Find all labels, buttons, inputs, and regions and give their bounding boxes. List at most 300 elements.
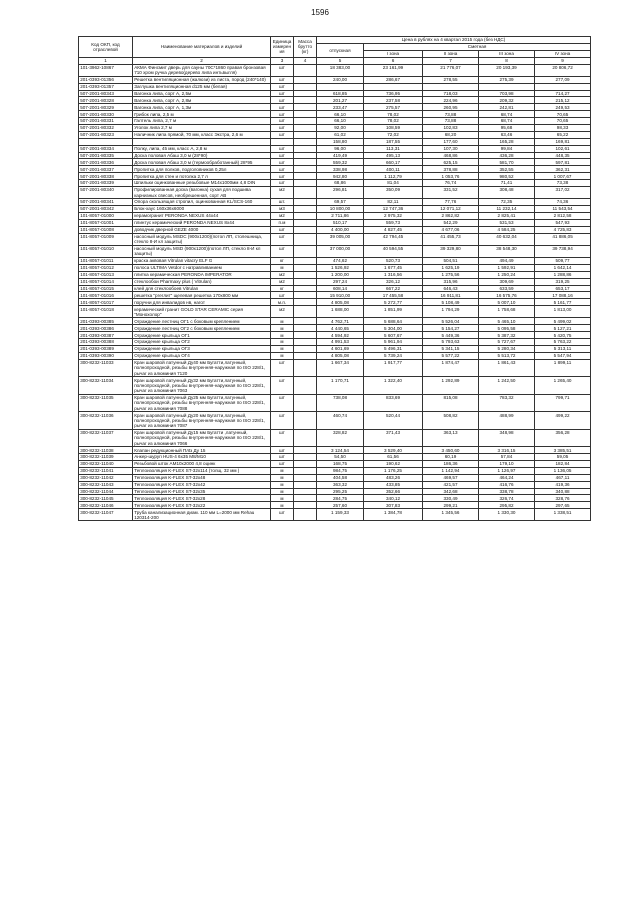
price-cell: 436,28 (479, 152, 535, 159)
table-row (79, 299, 591, 306)
unit-cell: шт (271, 97, 294, 104)
price-cell: 4 805,08 (317, 299, 364, 306)
name-cell: Ограждение крыльца ОГ1 (133, 332, 271, 339)
code-cell: 507-2001-80332 (79, 124, 133, 131)
price-cell: 542,29 (423, 219, 479, 226)
price-cell: 419,36 (535, 481, 591, 488)
col-index: 2 (133, 57, 271, 64)
name-cell: доводчик дверной GEZE 4000 (133, 226, 271, 233)
name-cell: Галтель липа, 2,7 м (133, 118, 271, 125)
name-cell: Заглушка вентиляционная d125 мм (белая) (133, 83, 271, 90)
table-row (79, 152, 591, 159)
price-cell: 483,26 (364, 474, 423, 481)
price-cell: 4 601,69 (317, 346, 364, 353)
table-row (79, 271, 591, 278)
price-cell: 40 632,04 (479, 233, 535, 245)
price-cell: 66,10 (317, 111, 364, 118)
price-cell: 1 526,92 (317, 264, 364, 271)
table-row (79, 278, 591, 285)
name-cell: Кран шаровой латунный Ду40 мм Бугатти,латунный, полнопроходной, резьбы внутренняя-наружная по ISO 228/1, рычаг из алюминия 7120 (133, 359, 271, 376)
price-cell: 187,55 (364, 138, 423, 145)
price-cell: 3 385,51 (535, 447, 591, 454)
price-cell: 20 806,72 (535, 64, 591, 76)
mass-cell (294, 346, 317, 353)
table-row (79, 166, 591, 173)
mass-cell (294, 306, 317, 318)
mass-cell (294, 173, 317, 180)
table-row (79, 145, 591, 152)
table-row (79, 173, 591, 180)
unit-cell: шт (271, 359, 294, 376)
unit-cell: м (271, 332, 294, 339)
unit-cell: шт (271, 173, 294, 180)
code-cell: 101-8057-01015 (79, 285, 133, 292)
name-cell (133, 138, 271, 145)
price-cell: 980,52 (479, 173, 535, 180)
mass-cell (294, 481, 317, 488)
price-cell: 1 642,14 (535, 264, 591, 271)
price-cell: 1 265,40 (535, 377, 591, 394)
price-cell: 5 387,32 (479, 332, 535, 339)
name-cell: Ограждение лестниц ОГ1 с боковым креплением (133, 318, 271, 325)
price-cell: 190,62 (364, 460, 423, 467)
unit-cell: шт (271, 145, 294, 152)
price-cell (479, 83, 535, 90)
price-cell: 467,11 (535, 474, 591, 481)
name-cell: Наличник липа прямой, 70 мм, класс Экстра, 2,6 м (133, 131, 271, 138)
price-cell: 74,36 (535, 199, 591, 206)
code-cell: 300-8232-11041 (79, 467, 133, 474)
price-cell: 76,74 (423, 180, 479, 187)
price-cell: 1 813,00 (535, 306, 591, 318)
price-cell: 618,85 (317, 90, 364, 97)
price-cell: 510,17 (317, 219, 364, 226)
name-cell: Анкер-шуруп HUS-4 6х35 M8/M10 (133, 454, 271, 461)
mass-cell (294, 332, 317, 339)
mass-cell (294, 83, 317, 90)
header-zone-1: I зона (364, 50, 423, 57)
price-cell: 338,78 (479, 488, 535, 495)
unit-cell: кг (271, 285, 294, 292)
mass-cell (294, 299, 317, 306)
name-cell: Резьбовой шток AM10х2000 4,8 оцинк (133, 460, 271, 467)
code-cell: 101-8057-01008 (79, 226, 133, 233)
price-cell: 5 420,75 (535, 332, 591, 339)
price-cell: 4 805,08 (317, 352, 364, 359)
table-row (79, 346, 591, 353)
price-cell: 5 547,94 (535, 352, 591, 359)
mass-cell (294, 124, 317, 131)
code-cell: 101-8057-01011 (79, 258, 133, 265)
price-cell: 215,12 (535, 97, 591, 104)
unit-cell: шт (271, 64, 294, 76)
price-cell: 348,98 (479, 429, 535, 446)
header-mass: Масса брутто (кг) (294, 37, 317, 58)
code-cell: 507-2001-80331 (79, 118, 133, 125)
name-cell: Вагонка липа, сорт А, 2,8м (133, 97, 271, 104)
price-cell: 3 529,40 (364, 447, 423, 454)
mass-cell (294, 429, 317, 446)
mass-cell (294, 474, 317, 481)
name-cell: Клапан редукционный Плtз Ду 15 (133, 447, 271, 454)
mass-cell (294, 118, 317, 125)
mass-cell (294, 152, 317, 159)
price-cell: 186,36 (423, 460, 479, 467)
code-cell: 300-8232-11037 (79, 429, 133, 446)
mass-cell (294, 454, 317, 461)
price-cell: 5 496,31 (364, 346, 423, 353)
price-cell: 15 910,00 (317, 292, 364, 299)
code-cell: 201-0393-00390 (79, 352, 133, 359)
price-cell: 295,25 (317, 488, 364, 495)
price-cell: 815,08 (423, 394, 479, 411)
unit-cell (271, 138, 294, 145)
price-cell: 495,13 (364, 152, 423, 159)
unit-cell: м (271, 318, 294, 325)
price-cell: 338,98 (317, 166, 364, 173)
unit-cell: шт (271, 226, 294, 233)
mass-cell (294, 104, 317, 111)
price-cell: 68,86 (317, 180, 364, 187)
table-row (79, 481, 591, 488)
code-cell: 101-8057-01016 (79, 292, 133, 299)
col-index: 8 (479, 57, 535, 64)
price-cell: 520,44 (364, 412, 423, 429)
price-cell: 286,67 (364, 76, 423, 83)
price-cell: 419,49 (317, 152, 364, 159)
name-cell: Кран шаровой латунный Ду25 мм Бугатти,латунный, полнопроходной, резьбы внутренняя-наружная по ISO 228/1, рычаг из алюминия 7088 (133, 394, 271, 411)
price-cell: 66,10 (317, 118, 364, 125)
price-cell: 340,12 (364, 495, 423, 502)
price-cell: 350,09 (364, 187, 423, 199)
price-cell: 68,74 (479, 118, 535, 125)
price-cell: 1 677,45 (364, 264, 423, 271)
unit-cell: шт (271, 131, 294, 138)
price-cell (535, 83, 591, 90)
price-cell: 1 170,71 (317, 377, 364, 394)
table-row (79, 226, 591, 233)
price-cell: 319,25 (535, 278, 591, 285)
unit-cell: м (271, 339, 294, 346)
price-cell: 95,68 (479, 124, 535, 131)
price-cell: 1 136,05 (535, 467, 591, 474)
price-cell: 1 330,30 (479, 509, 535, 521)
unit-cell: шт (271, 118, 294, 125)
price-cell: 1 159,33 (317, 509, 364, 521)
code-cell: 300-8232-11044 (79, 488, 133, 495)
price-cell: 1 053,76 (423, 173, 479, 180)
price-cell: 509,77 (535, 258, 591, 265)
code-cell: 201-0393-01357 (79, 83, 133, 90)
mass-cell (294, 199, 317, 206)
mass-cell (294, 64, 317, 76)
unit-cell: шт (271, 454, 294, 461)
price-cell: 61,02 (317, 131, 364, 138)
price-cell: 494,49 (479, 258, 535, 265)
name-cell: Грибок липа, 2,5 м (133, 111, 271, 118)
price-cell: 559,32 (317, 159, 364, 166)
mass-cell (294, 325, 317, 332)
price-cell: 77,76 (423, 199, 479, 206)
price-cell: 299,21 (423, 502, 479, 509)
col-index: 4 (294, 57, 317, 64)
price-cell: 331,52 (423, 187, 479, 199)
name-cell: решетка "ргеглит" щелевая решетка 170х800 мм (133, 292, 271, 299)
mass-cell (294, 502, 317, 509)
price-cell: 4 725,83 (535, 226, 591, 233)
name-cell: плитка керамическая PERONDA IMPERATOR (133, 271, 271, 278)
price-cell: 3 316,15 (479, 447, 535, 454)
unit-cell: м2 (271, 278, 294, 285)
header-otpusknaya: отпускная (317, 43, 364, 57)
price-cell: 5 526,04 (423, 318, 479, 325)
code-cell: 507-2001-80339 (79, 180, 133, 187)
price-cell: 5 763,22 (535, 339, 591, 346)
code-cell: 101-8057-01018 (79, 306, 133, 318)
price-cell: 1 288,86 (535, 271, 591, 278)
price-cell: 275,39 (479, 76, 535, 83)
price-cell: 277,09 (535, 76, 591, 83)
code-cell: 201-0393-01356 (79, 76, 133, 83)
mass-cell (294, 258, 317, 265)
price-cell: 39 329,80 (423, 245, 479, 257)
table-row (79, 495, 591, 502)
price-cell: 340,88 (535, 488, 591, 495)
table-row (79, 258, 591, 265)
table-row (79, 412, 591, 429)
price-cell: 714,27 (535, 90, 591, 97)
price-cell: 5 304,00 (364, 325, 423, 332)
code-cell: 300-8232-11034 (79, 377, 133, 394)
price-cell: 1 322,40 (364, 377, 423, 394)
price-cell: 63,46 (479, 131, 535, 138)
price-cell: 1 176,25 (364, 467, 423, 474)
price-cell: 342,68 (423, 488, 479, 495)
name-cell: Шпильки оцинкованные резьбовые М14х1000мм 4,8 DIN (133, 180, 271, 187)
unit-cell: м (271, 346, 294, 353)
table-row (79, 131, 591, 138)
name-cell: Кран шаровой латунный Ду15 мм Бугатти ,латунный, полнопроходной, резьбы внутренняя-наружная по ISO 228/1, рычаг из алюминия 7066 (133, 429, 271, 446)
price-cell: 581,70 (479, 159, 535, 166)
table-row (79, 339, 591, 346)
price-cell: 275,57 (364, 104, 423, 111)
name-cell: Вагонка липа, сорт А, 1,3м (133, 104, 271, 111)
table-row (79, 285, 591, 292)
price-cell: 4 827,45 (364, 226, 423, 233)
price-cell: 41 886,05 (535, 233, 591, 245)
name-cell: Теплоизоляция K-FLEX ST-32х22 (133, 502, 271, 509)
price-cell: 5 313,11 (535, 346, 591, 353)
price-cell: 5 161,77 (535, 299, 591, 306)
unit-cell: шт (271, 111, 294, 118)
name-cell: Полку, липа, 45 мм, класс А, 2,8 м (133, 145, 271, 152)
name-cell: Теплоизоляция K-FLEX ST-32х35 (133, 488, 271, 495)
price-cell: 20 193,39 (479, 64, 535, 76)
table-row (79, 429, 591, 446)
name-cell: насосный модуль MSDC (900х1200)(потол ЛП, столешница, стекло 8-И кл защиты) (133, 233, 271, 245)
unit-cell: м (271, 352, 294, 359)
price-cell: 1 794,29 (423, 306, 479, 318)
code-cell: 201-0393-00389 (79, 346, 133, 353)
price-cell: 448,35 (535, 152, 591, 159)
unit-cell: м (271, 502, 294, 509)
code-cell: 101-8057-01014 (79, 278, 133, 285)
unit-cell: п.м (271, 219, 294, 226)
price-cell: 5 154,27 (423, 325, 479, 332)
name-cell: Теплоизоляция K-FLEX ST-32х28 (133, 495, 271, 502)
code-cell: 300-8232-11042 (79, 474, 133, 481)
code-cell: 101-8057-01013 (79, 271, 133, 278)
price-cell: 5 793,63 (423, 339, 479, 346)
name-cell: поручни для инвалидов нв, нагот (133, 299, 271, 306)
table-row (79, 76, 591, 83)
table-row (79, 318, 591, 325)
price-cell: 209,32 (479, 97, 535, 104)
price-cell: 2 975,32 (364, 212, 423, 219)
mass-cell (294, 292, 317, 299)
price-cell: 736,95 (364, 90, 423, 97)
mass-cell (294, 145, 317, 152)
price-cell: 182,84 (535, 460, 591, 467)
code-cell: 101-8057-01000 (79, 212, 133, 219)
price-cell: 70,65 (535, 111, 591, 118)
price-cell: 5 513,72 (479, 352, 535, 359)
price-cell: 5 272,77 (364, 299, 423, 306)
price-cell: 201,27 (317, 97, 364, 104)
price-cell: 73,88 (423, 118, 479, 125)
price-cell (364, 83, 423, 90)
price-cell: 11 543,54 (535, 206, 591, 213)
price-cell: 297,65 (535, 502, 591, 509)
code-cell: 300-8232-11039 (79, 454, 133, 461)
table-row (79, 206, 591, 213)
code-cell: 101-8057-01001 (79, 219, 133, 226)
mass-cell (294, 488, 317, 495)
mass-cell (294, 285, 317, 292)
price-cell: 499,22 (535, 412, 591, 429)
price-cell: 39 005,00 (317, 233, 364, 245)
price-cell: 96,00 (317, 145, 364, 152)
unit-cell: м (271, 495, 294, 502)
price-cell: 488,99 (479, 412, 535, 429)
unit-cell: шт (271, 429, 294, 446)
price-cell: 233,47 (317, 104, 364, 111)
price-cell: 942,80 (317, 173, 364, 180)
price-cell: 4 584,25 (479, 226, 535, 233)
name-cell: Профилированная доска (вагонка) сухая для подшива карнизных свесов, необрешенная, сорт АВ (133, 187, 271, 199)
name-cell: АКМА Финсмит дверь для сауны 70С*1860 правая бронзовая 710 хром ручка дерево(дерево липа интьвыгля) (133, 64, 271, 76)
col-index: 7 (423, 57, 479, 64)
table-row (79, 467, 591, 474)
header-zone-3: III зона (479, 50, 535, 57)
mass-cell (294, 97, 317, 104)
price-cell: 278,55 (423, 76, 479, 83)
unit-cell: шт (271, 159, 294, 166)
code-cell: 201-0393-00387 (79, 332, 133, 339)
header-zone-2: II зона (423, 50, 479, 57)
price-cell: 73,38 (535, 180, 591, 187)
price-cell: 1 007,67 (535, 173, 591, 180)
table-row (79, 180, 591, 187)
price-cell: 65,22 (535, 131, 591, 138)
price-cell: 260,95 (423, 104, 479, 111)
price-cell: 18 383,00 (317, 64, 364, 76)
price-cell: 60,19 (423, 454, 479, 461)
price-cell: 98,33 (535, 124, 591, 131)
name-cell: Вагонка липа, сорт А, 2,5м (133, 90, 271, 97)
price-cell: 12 071,12 (423, 206, 479, 213)
price-cell: 4 440,65 (317, 325, 364, 332)
price-cell: 315,96 (423, 278, 479, 285)
name-cell: керамогранит PERONDA NEXUS 44х44 (133, 212, 271, 219)
price-cell: 633,59 (479, 285, 535, 292)
table-row (79, 352, 591, 359)
table-row (79, 325, 591, 332)
price-cell: 1 112,79 (364, 173, 423, 180)
price-cell: 400,11 (364, 166, 423, 173)
code-cell: 507-2001-80329 (79, 104, 133, 111)
price-cell: 5 108,49 (423, 299, 479, 306)
price-cell: 362,31 (535, 166, 591, 173)
price-cell: 1 126,97 (479, 467, 535, 474)
table-row (79, 454, 591, 461)
price-cell: 78,02 (364, 111, 423, 118)
price-cell: 328,76 (535, 495, 591, 502)
price-cell: 464,24 (479, 474, 535, 481)
name-cell: Теплоизоляция K-FLEX ST-32х42 (133, 481, 271, 488)
table-row (79, 199, 591, 206)
unit-cell: шт (271, 233, 294, 245)
price-cell: 1 688,00 (317, 306, 364, 318)
price-cell: 1 345,56 (423, 509, 479, 521)
price-cell: 352,66 (364, 488, 423, 495)
mass-cell (294, 352, 317, 359)
price-cell: 1 861,43 (479, 359, 535, 376)
price-cell: 1 917,77 (364, 359, 423, 376)
price-cell: 257,60 (317, 502, 364, 509)
table-row (79, 264, 591, 271)
price-cell: 3 124,54 (317, 447, 364, 454)
mass-cell (294, 339, 317, 346)
name-cell: краска аквовая Vitrulan vitacry ELF G (133, 258, 271, 265)
price-cell: 296,81 (317, 187, 364, 199)
col-index: 1 (79, 57, 133, 64)
price-cell: 703,98 (479, 90, 535, 97)
code-cell: 507-2001-80341 (79, 199, 133, 206)
price-table (78, 36, 591, 521)
code-cell: 201-0393-00385 (79, 318, 133, 325)
table-row (79, 359, 591, 376)
price-cell: 107,30 (423, 145, 479, 152)
price-cell: 608,14 (317, 285, 364, 292)
price-cell: 297,24 (317, 278, 364, 285)
unit-cell: шт (271, 104, 294, 111)
price-cell: 363,13 (423, 429, 479, 446)
price-cell: 4 677,06 (423, 226, 479, 233)
price-cell: 113,31 (364, 145, 423, 152)
code-cell: 507-2001-80334 (79, 145, 133, 152)
price-cell: 371,43 (364, 429, 423, 446)
price-cell: 78,02 (364, 118, 423, 125)
code-cell: 300-8232-11038 (79, 447, 133, 454)
price-cell: 242,81 (479, 104, 535, 111)
header-name: Наименование материалов и изделий (133, 37, 271, 58)
code-cell: 101-8057-01012 (79, 264, 133, 271)
code-cell: 507-2001-80323 (79, 131, 133, 138)
name-cell: Пропитка для полков, подголовников 0,25л (133, 166, 271, 173)
unit-cell: шт (271, 180, 294, 187)
mass-cell (294, 187, 317, 199)
